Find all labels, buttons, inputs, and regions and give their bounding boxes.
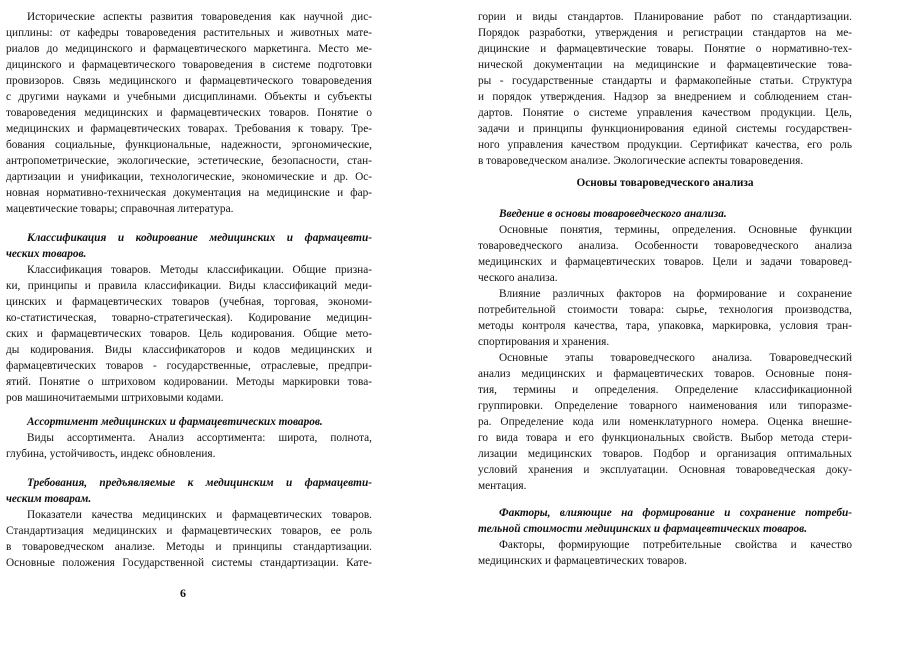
- text-line: Влияние различных факторов на формирование и сохранение: [499, 288, 852, 300]
- text-line: новная нормативно-техническая документация на медицинские и фар-: [6, 187, 372, 199]
- section-heading-line: тельной стоимости медицинских и фармацевтических товаров.: [478, 523, 808, 535]
- text-line: ров машиночитаемыми штриховыми кодами.: [6, 392, 224, 404]
- text-line: цинских и фармацевтических товаров (учебная, торговая, экономи-: [6, 296, 372, 308]
- text-line: спортирования и хранения.: [478, 336, 610, 348]
- text-line: ного управления качеством продукции. Сертификат качества, его роль: [478, 139, 852, 151]
- text-line: риалов до медицинского и фармацевтического маркетинга. Место ме-: [6, 43, 372, 55]
- text-line: товароведения медицинских и фармацевтических товаров. Понятие о: [6, 107, 372, 119]
- text-line: ки, принципы и правила классификации. Виды классификаций меди-: [6, 280, 372, 292]
- text-line: Основные положения Государственной системы стандартизации. Кате-: [6, 557, 372, 569]
- text-line: тия, термины и определения. Определение классификационной: [478, 384, 852, 396]
- text-line: Основные этапы товароведческого анализа. Товароведческий: [499, 352, 852, 364]
- text-line: дицинские и фармацевтические товары. Понятие о нормативно-тех-: [478, 43, 852, 55]
- text-line: в товароведческом анализе. Методы и принципы стандартизации.: [6, 541, 372, 553]
- text-line: дартов. Понятие о системе управления качеством продукции. Цель,: [478, 107, 852, 119]
- text-line: антропометрические, экологические, эстетические, безопасности, стан-: [6, 155, 372, 167]
- text-line: нической документации на медицинские и фармацевтические това-: [478, 59, 852, 71]
- text-line: анализ медицинских и фармацевтических товаров. Основные поня-: [478, 368, 852, 380]
- text-line: ры - государственные стандарты и фармакопейные статьи. Структура: [478, 75, 852, 87]
- section-heading-line: Факторы, влияющие на формирование и сохранение потреби-: [499, 507, 852, 519]
- text-line: медицинских и фармацевтических товаров.: [478, 555, 687, 567]
- text-line: циплины: от кафедры товароведения растительных и животных мате-: [6, 27, 372, 39]
- text-line: Классификация товаров. Методы классификации. Общие призна-: [27, 264, 372, 276]
- section-heading-line: Ассортимент медицинских и фармацевтических товаров.: [27, 416, 323, 428]
- text-line: Виды ассортимента. Анализ ассортимента: широта, полнота,: [27, 432, 372, 444]
- text-line: медицинских и фармацевтических товаров. Цели и задачи товаровед-: [478, 256, 852, 268]
- text-line: медицинских и фармацевтических товарах. Требования к товару. Тре-: [6, 123, 372, 135]
- section-heading-line: Требования, предъявляемые к медицинским и фармацевти-: [27, 477, 372, 489]
- text-line: потребительной стоимости товара: сырье, технология производства,: [478, 304, 852, 316]
- text-line: гории и виды стандартов. Планирование работ по стандартизации.: [478, 11, 852, 23]
- page-number: 6: [180, 586, 186, 600]
- text-line: глубина, устойчивость, индекс обновления.: [6, 448, 216, 460]
- text-line: товароведческого анализа. Особенности товароведческого анализа: [478, 240, 852, 252]
- section-heading-line: Классификация и кодирование медицинских и фармацевти-: [27, 232, 372, 244]
- section-heading-line: ческим товарам.: [6, 493, 92, 505]
- text-line: лизации медицинских товаров. Подбор и организация оптимальных: [478, 448, 852, 460]
- text-line: мацевтические товары; справочная литература.: [6, 203, 234, 215]
- text-line: Исторические аспекты развития товароведения как научной дис-: [27, 11, 372, 23]
- text-line: ятий. Понятие о штриховом кодировании. Методы маркировки това-: [6, 376, 372, 388]
- text-line: дицинского и фармацевтического товароведения в системе подготовки: [6, 59, 372, 71]
- text-line: ко-статистическая, товарно-стратегическая). Кодирование медицин-: [6, 312, 372, 324]
- text-line: с другими науками и учебными дисциплинами. Объекты и субъекты: [6, 91, 372, 103]
- section-heading-line: Введение в основы товароведческого анализа.: [499, 208, 727, 220]
- text-line: провизоров. Связь медицинского и фармацевтического товароведения: [6, 75, 372, 87]
- text-line: ды кодирования. Виды классификаторов и кодов медицинских и: [6, 344, 372, 356]
- text-line: в товароведческом анализе. Экологические аспекты товароведения.: [478, 155, 804, 167]
- text-line: группировки. Определение товарного наименования или типоразме-: [478, 400, 852, 412]
- text-line: условий хранения и эксплуатации. Основная товароведческая доку-: [478, 464, 852, 476]
- text-line: Факторы, формирующие потребительные свойства и качество: [499, 539, 852, 551]
- section-title: Основы товароведческого анализа: [576, 177, 754, 189]
- text-line: Стандартизация медицинских и фармацевтических товаров, ее роль: [6, 525, 372, 537]
- text-line: фармацевтических товаров - государственные, отраслевые, предпри-: [6, 360, 372, 372]
- section-heading-line: ческих товаров.: [6, 248, 87, 260]
- text-line: и порядок утверждения. Надзор за внедрением и соблюдением стан-: [478, 91, 852, 103]
- text-line: методы контроля качества, тара, упаковка, маркировка, условия тран-: [478, 320, 852, 332]
- text-line: задачи и принципы функционирования единой системы государствен-: [478, 123, 852, 135]
- text-line: ра. Определение кода или номенклатурного номера. Оценка внешне-: [478, 416, 852, 428]
- text-line: ческого анализа.: [478, 272, 558, 284]
- text-line: дартизации и унификации, технологические, экономические и др. Ос-: [6, 171, 372, 183]
- text-line: Порядок разработки, утверждения и регистрации стандартов на ме-: [478, 27, 852, 39]
- text-line: бования социальные, функциональные, надежности, эргономические,: [6, 139, 372, 151]
- text-line: Показатели качества медицинских и фармацевтических товаров.: [27, 509, 372, 521]
- text-line: ментация.: [478, 480, 527, 492]
- text-line: ских и фармацевтических товаров. Цель кодирования. Общие мето-: [6, 328, 372, 340]
- text-line: го вида товара и его функциональных свойств. Выбор метода стери-: [478, 432, 852, 444]
- text-line: Основные понятия, термины, определения. Основные функции: [499, 224, 852, 236]
